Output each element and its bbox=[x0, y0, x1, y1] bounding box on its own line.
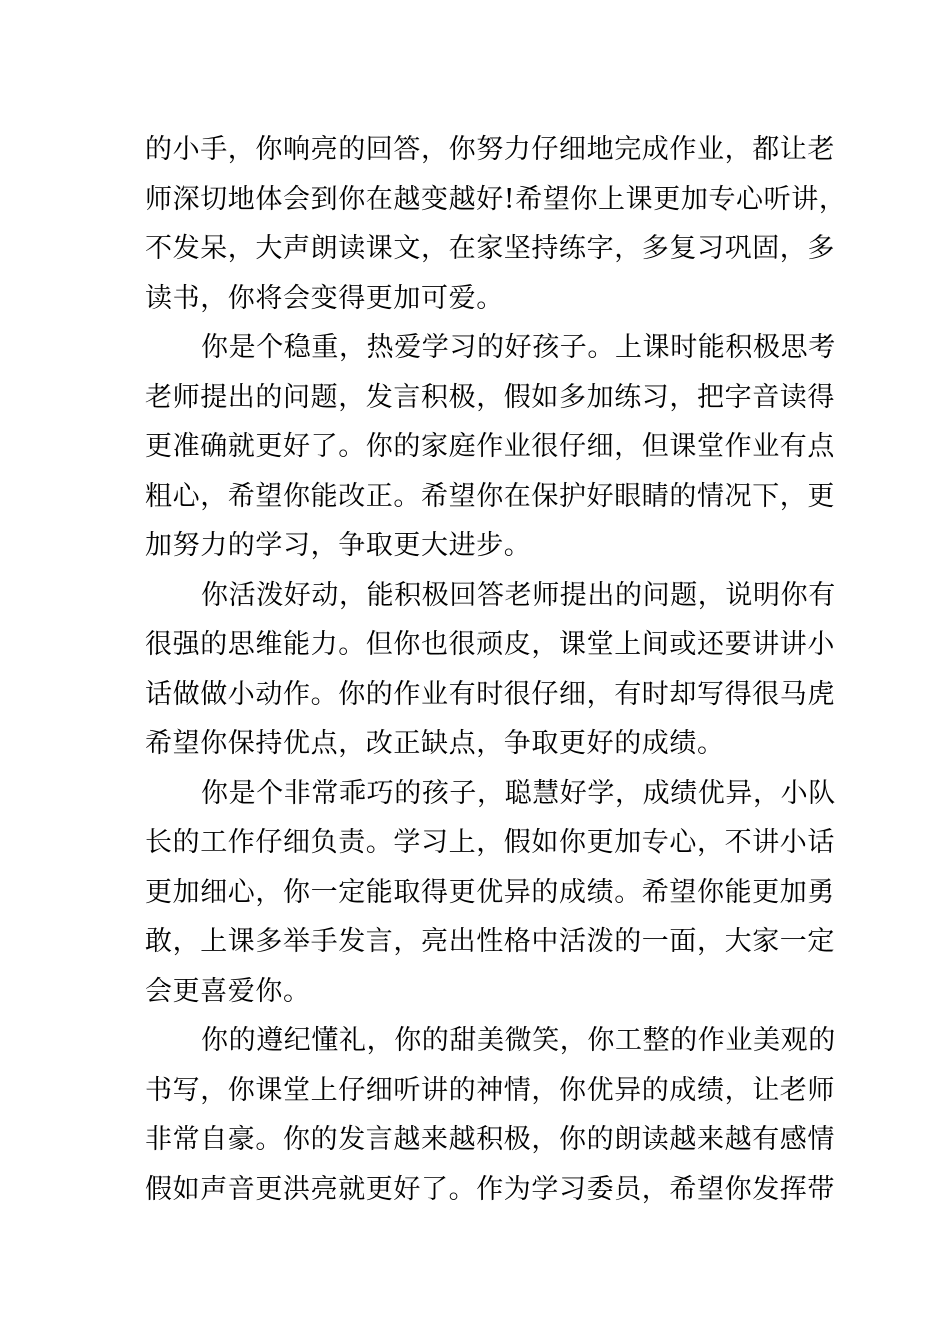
text-line: 的小手，你响亮的回答，你努力仔细地完成作业，都让老 bbox=[145, 134, 835, 165]
text-line: 更准确就更好了。你的家庭作业很仔细，但课堂作业有点 bbox=[145, 431, 835, 462]
paragraph-first-line: 你的遵纪懂礼，你的甜美微笑，你工整的作业美观的 bbox=[201, 1025, 836, 1056]
text-line: 老师提出的问题，发言积极，假如多加练习，把字音读得 bbox=[145, 381, 835, 413]
text-line: 话做做小动作。你的作业有时很仔细，有时却写得很马虎 bbox=[145, 678, 835, 710]
paragraph-first-line: 你活泼好动，能积极回答老师提出的问题，说明你有 bbox=[201, 579, 836, 611]
text-line: 读书，你将会变得更加可爱。 bbox=[145, 282, 504, 314]
text-line: 粗心，希望你能改正。希望你在保护好眼睛的情况下，更 bbox=[145, 480, 835, 512]
paragraph-first-line: 你是个非常乖巧的孩子，聪慧好学，成绩优异，小队 bbox=[201, 777, 836, 809]
paragraph-first-line: 你是个稳重，热爱学习的好孩子。上课时能积极思考 bbox=[201, 332, 836, 363]
document-body bbox=[145, 125, 847, 1214]
text-line: 敢，上课多举手发言，亮出性格中活泼的一面，大家一定 bbox=[145, 926, 835, 957]
text-line: 书写，你课堂上仔细听讲的神情，你优异的成绩，让老师 bbox=[145, 1074, 835, 1106]
text-line: 希望你保持优点，改正缺点，争取更好的成绩。 bbox=[145, 728, 725, 759]
text-line: 会更喜爱你。 bbox=[145, 975, 311, 1007]
text-line: 加努力的学习，争取更大进步。 bbox=[145, 530, 532, 561]
text-line: 很强的思维能力。但你也很顽皮，课堂上间或还要讲讲小 bbox=[145, 629, 835, 660]
text-line: 长的工作仔细负责。学习上，假如你更加专心，不讲小话 bbox=[145, 827, 835, 858]
text-line: 假如声音更洪亮就更好了。作为学习委员，希望你发挥带 bbox=[145, 1173, 835, 1205]
text-line: 更加细心，你一定能取得更优异的成绩。希望你能更加勇 bbox=[145, 876, 835, 908]
text-line: 非常自豪。你的发言越来越积极，你的朗读越来越有感情 bbox=[145, 1124, 835, 1155]
text-line: 师深切地体会到你在越变越好!希望你上课更加专心听讲， bbox=[145, 183, 847, 215]
text-line: 不发呆，大声朗读课文，在家坚持练字，多复习巩固，多 bbox=[145, 233, 835, 264]
